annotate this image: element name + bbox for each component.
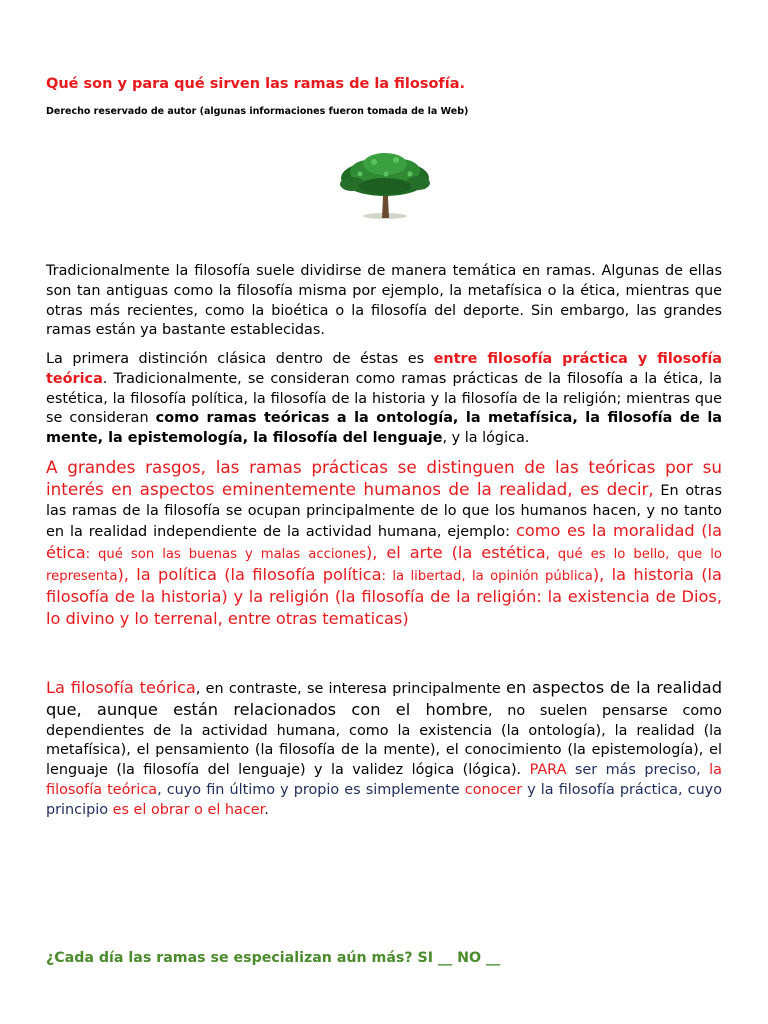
- paragraph-distinction: [46, 350, 722, 449]
- branch-ethics: como es la moralidad (la ética: [46, 521, 723, 563]
- branch-aesthetics: ), el arte (la estética: [365, 543, 546, 563]
- text-segment: , en contraste, se interesa principalmente: [195, 681, 506, 697]
- paragraph-theoretical-branches: [46, 678, 722, 821]
- branch-aesthetics-note: , qué es lo bello, que lo representa: [46, 547, 722, 584]
- branch-politics-note: : la libertad, la opinión pública: [381, 568, 593, 584]
- paragraph-intro: Tradicionalmente la filosofía suele dividirse de manera temática en ramas. Algunas de ellas son tan antiguas como la filosofía misma por ejemplo, la metafísica o la ética, mientras que otras más recientes, como la bioética o la filosofía del deporte. Sin embargo, las grandes ramas están ya bastante establecidas.: [46, 263, 722, 339]
- copyright-note: Derecho reservado de autor (algunas informaciones fueron tomada de la Web): [46, 106, 469, 117]
- theoretical-philosophy-label: La filosofía teórica: [46, 678, 196, 697]
- bold-theoretical-branches: como ramas teóricas a la ontología, la metafísica, la filosofía de la mente, la epistemología, la filosofía del lenguaje: [46, 410, 722, 447]
- text-segment: , no suelen pensarse como dependientes de la actividad humana, como la existencia (la ontología), la realidad (la metafísica), el pensamiento (la filosofía de la mente), el conocimiento (la epistemología), el lenguaje (la filosofía del lenguaje) y la validez lógica (lógica).: [46, 702, 722, 779]
- conocer-highlight: conocer: [464, 781, 523, 798]
- text-segment: La primera distinción clásica dentro de éstas es: [46, 351, 434, 367]
- para-emphasis: PARA: [529, 762, 567, 779]
- text-segment: ser más preciso,: [566, 762, 710, 779]
- theoretical-philosophy-highlight: la filosofía teórica: [46, 762, 722, 798]
- text-segment: En otras las ramas de la filosofía se ocupan principalmente de lo que los humanos hacen, y no tanto en la realidad independiente de la actividad humana, ejemplo:: [46, 482, 722, 541]
- branch-ethics-note: : qué son las buenas y malas acciones: [85, 547, 366, 563]
- text-segment: . Tradicionalmente, se consideran como ramas prácticas de la filosofía a la ética, la estética, la filosofía política, la filosofía de la historia y la filosofía de la religión; mientras que se consideran: [46, 370, 722, 427]
- text-segment: y la filosofía práctica, cuyo principio: [46, 781, 723, 818]
- aspects-of-reality: en aspectos de la realidad que, aunque están relacionados con el hombre: [46, 678, 722, 719]
- closing-question: ¿Cada día las ramas se especializan aún más? SI __ NO __: [46, 950, 501, 966]
- branch-history-religion: ), la historia (la filosofía de la historia) y la religión (la filosofía de la religión: la existencia de Dios, lo divino y lo terrenal, entre otras tematicas): [46, 564, 722, 628]
- text-segment: , cuyo fin último y propio es simplemente: [157, 781, 465, 798]
- tree-icon: [330, 150, 440, 222]
- paragraph-practical-branches: [46, 458, 722, 630]
- highlight-practical-intro: A grandes rasgos, las ramas prácticas se distinguen de las teóricas por su interés en aspectos eminentemente humanos de la realidad, es decir,: [46, 457, 722, 499]
- document-title: Qué son y para qué sirven las ramas de la filosofía.: [46, 76, 465, 92]
- highlight-practical-theoretical: entre filosofía práctica y filosofía teórica: [46, 351, 723, 387]
- obrar-hacer-highlight: es el obrar o el hacer: [112, 801, 265, 818]
- text-segment: , y la lógica.: [442, 430, 530, 447]
- branch-politics: ), la política (la filosofía política: [117, 564, 382, 584]
- text-segment: .: [264, 801, 269, 818]
